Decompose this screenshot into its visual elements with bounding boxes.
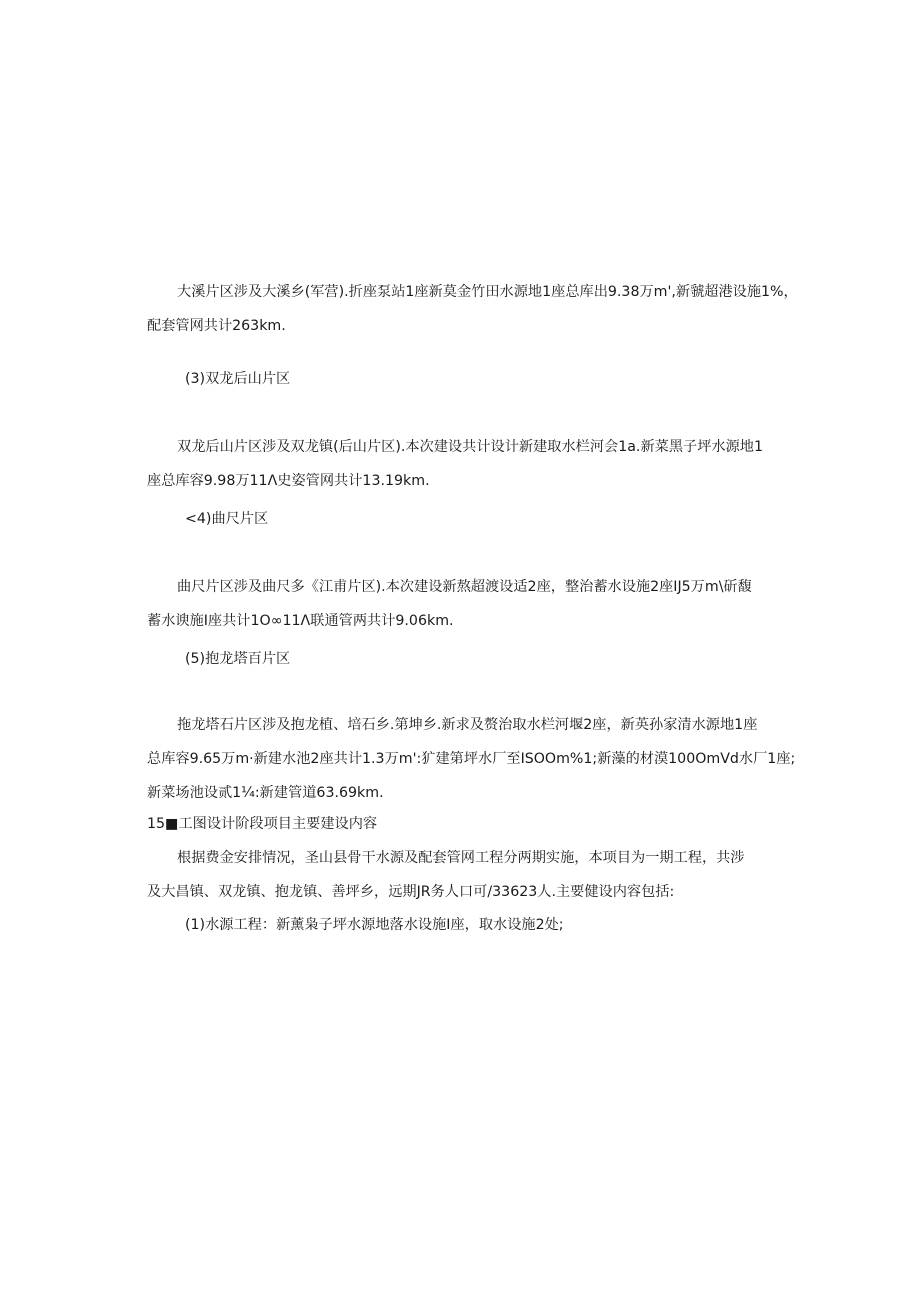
shuanglong-paragraph-line-2: 座总库容9.98万11Λ史姿管网共计13.19km.	[147, 473, 430, 489]
daxi-paragraph	[147, 275, 798, 343]
funding-paragraph	[147, 841, 787, 909]
baolong-paragraph-line-1: 拖龙塔石片区涉及抱龙植、培石乡.第坤乡.新求及赘治取水栏河堰2座，新英孙家清水源地1座	[177, 717, 758, 733]
shuanglong-paragraph	[147, 430, 787, 498]
quchi-paragraph	[147, 570, 787, 638]
quchi-paragraph-line-1: 曲尺片区涉及曲尺多《江甫片区).本次建设新熬超渡设适2座，整治蓄水设施2座IJ5万m\斫馥	[177, 579, 752, 595]
daxi-paragraph-line-2: 配套管网共计263km.	[147, 318, 286, 334]
baolong-heading: (5)抱龙塔百片区	[185, 651, 291, 667]
quchi-paragraph-line-2: 蓄水谀施I座共计1O∞11Λ联通管两共计9.06km.	[147, 613, 454, 629]
daxi-paragraph-line-1: 大溪片区涉及大溪乡(军营).折座泵站1座新莫金竹田水源地1座总库出9.38万m',新虢超港设施1%，	[177, 284, 798, 300]
water-source-item: (1)水源工程：新薰枭子坪水源地落水设施I座，取水设施2处;	[185, 917, 564, 933]
funding-paragraph-line-1: 根据费金安排情况，圣山县骨干水源及配套管网工程分两期实施，本项目为一期工程，共涉	[177, 850, 745, 866]
baolong-paragraph-line-2: 总库容9.65万m·新建水池2座共计1.3万m':犷建第坪水厂至ISOOm%1;新藻的材漠100OmVd水厂1座;	[147, 751, 796, 767]
quchi-heading: <4)曲尺片区	[185, 511, 269, 527]
shuanglong-heading: (3)双龙后山片区	[185, 371, 291, 387]
baolong-paragraph-line-3: 新菜场池设贰1¼:新建管道63.69km.	[147, 785, 384, 801]
funding-paragraph-line-2: 及大昌镇、双龙镇、抱龙镇、善坪乡，远期JR务人口可/33623人.主要健设内容包括:	[147, 884, 675, 900]
shuanglong-paragraph-line-1: 双龙后山片区涉及双龙镇(后山片区).本次建设共计设计新建取水栏河会1a.新菜黑子坪水源地1	[177, 439, 763, 455]
baolong-paragraph	[147, 708, 796, 810]
section-heading: 15■工图设计阶段项目主要建设内容	[147, 816, 378, 832]
